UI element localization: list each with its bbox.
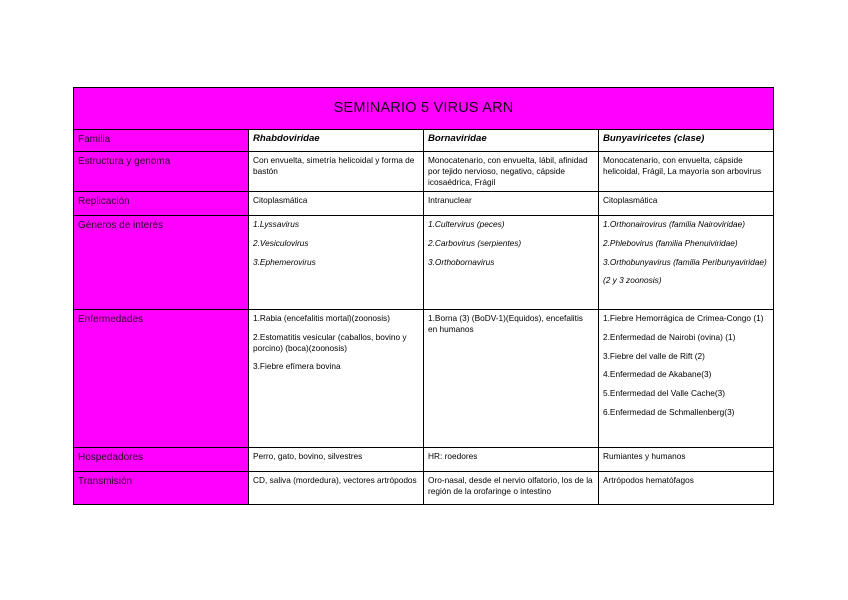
row-header-hospedadores: Hospedadores: [74, 448, 249, 472]
row-header-enfermedades: Enfermedades: [74, 310, 249, 448]
table-row: [74, 216, 774, 310]
transmision-col3: Artrópodos hematófagos: [599, 472, 774, 505]
list-item: 1.Borna (3) (BoDV-1)(Equidos), encefalitis en humanos: [428, 313, 583, 334]
hospedadores-col1: Perro, gato, bovino, silvestres: [249, 448, 424, 472]
list-item: 1.Cultervirus (peces): [428, 219, 505, 229]
table-row: [74, 130, 774, 152]
row-header-transmision: Transmisión: [74, 472, 249, 505]
list-item: 3.Fiebre efímera bovina: [253, 361, 341, 372]
enfermedades-col2: [424, 310, 599, 448]
estructura-col3: Monocatenario, con envuelta, cápside helicoidal, Frágil, La mayoría son arbovirus: [599, 152, 774, 192]
hospedadores-col2: HR: roedores: [424, 448, 599, 472]
estructura-col1: Con envuelta, simetría helicoidal y forma de bastón: [249, 152, 424, 192]
list-item: 6.Enfermedad de Schmallenberg(3): [603, 406, 735, 417]
list-item: 3.Ephemerovirus: [253, 256, 316, 267]
family-bornaviridae: Bornaviridae: [424, 130, 599, 152]
row-header-replicacion: Replicación: [74, 192, 249, 216]
table-row: [74, 310, 774, 448]
list-item: 2.Phlebovirus (familia Phenuiviridae): [603, 237, 738, 248]
transmision-col2: Oro-nasal, desde el nervio olfatorio, los de la región de la orofaringe o intestino: [424, 472, 599, 505]
table-row: [74, 448, 774, 472]
list-item: 3.Orthobunyavirus (familia Peribunyaviridae): [603, 256, 767, 267]
replicacion-col1: Citoplasmática: [249, 192, 424, 216]
list-item: 2.Carbovirus (serpientes): [428, 237, 522, 248]
table-title: SEMINARIO 5 VIRUS ARN: [74, 88, 774, 130]
title-row: [74, 88, 774, 130]
replicacion-col3: Citoplasmática: [599, 192, 774, 216]
row-header-familia: Familia: [74, 130, 249, 152]
estructura-col2: Monocatenario, con envuelta, lábil, afinidad por tejido nervioso, negativo, cápside icosaédrica, Frágil: [424, 152, 599, 192]
enfermedades-col3: [599, 310, 774, 448]
enfermedades-col1: [249, 310, 424, 448]
list-item: 3.Orthobornavirus: [428, 256, 495, 267]
table-row: [74, 152, 774, 192]
list-item: 1.Lyssavirus: [253, 219, 299, 229]
table-row: [74, 472, 774, 505]
list-item: 5.Enfermedad del Valle Cache(3): [603, 388, 726, 399]
list-item: 1.Orthonairovirus (familia Nairoviridae): [603, 219, 746, 229]
generos-col2: [424, 216, 599, 310]
row-header-generos: Géneros de interés: [74, 216, 249, 310]
list-item: 4.Enfermedad de Akabane(3): [603, 369, 712, 380]
seminar-table: [73, 87, 774, 505]
list-item: (2 y 3 zoonosis): [603, 275, 662, 286]
list-item: 2.Estomatitis vesicular (caballos, bovino y porcino) (boca)(zoonosis): [253, 331, 407, 353]
list-item: 3.Fiebre del valle de Rift (2): [603, 350, 705, 361]
hospedadores-col3: Rumiantes y humanos: [599, 448, 774, 472]
row-header-estructura: Estructura y genoma: [74, 152, 249, 192]
table-row: [74, 192, 774, 216]
list-item: 1.Fiebre Hemorrágica de Crimea-Congo (1): [603, 313, 764, 323]
list-item: 2.Vesiculovirus: [253, 237, 309, 248]
generos-col3: [599, 216, 774, 310]
list-item: 2.Enfermedad de Nairobi (ovina) (1): [603, 331, 736, 342]
list-item: 1.Rabia (encefalitis mortal)(zoonosis): [253, 313, 390, 323]
replicacion-col2: Intranuclear: [424, 192, 599, 216]
family-rhabdoviridae: Rhabdoviridae: [249, 130, 424, 152]
family-bunyaviricetes: Bunyaviricetes (clase): [599, 130, 774, 152]
transmision-col1: CD, saliva (mordedura), vectores artrópodos: [249, 472, 424, 505]
generos-col1: [249, 216, 424, 310]
